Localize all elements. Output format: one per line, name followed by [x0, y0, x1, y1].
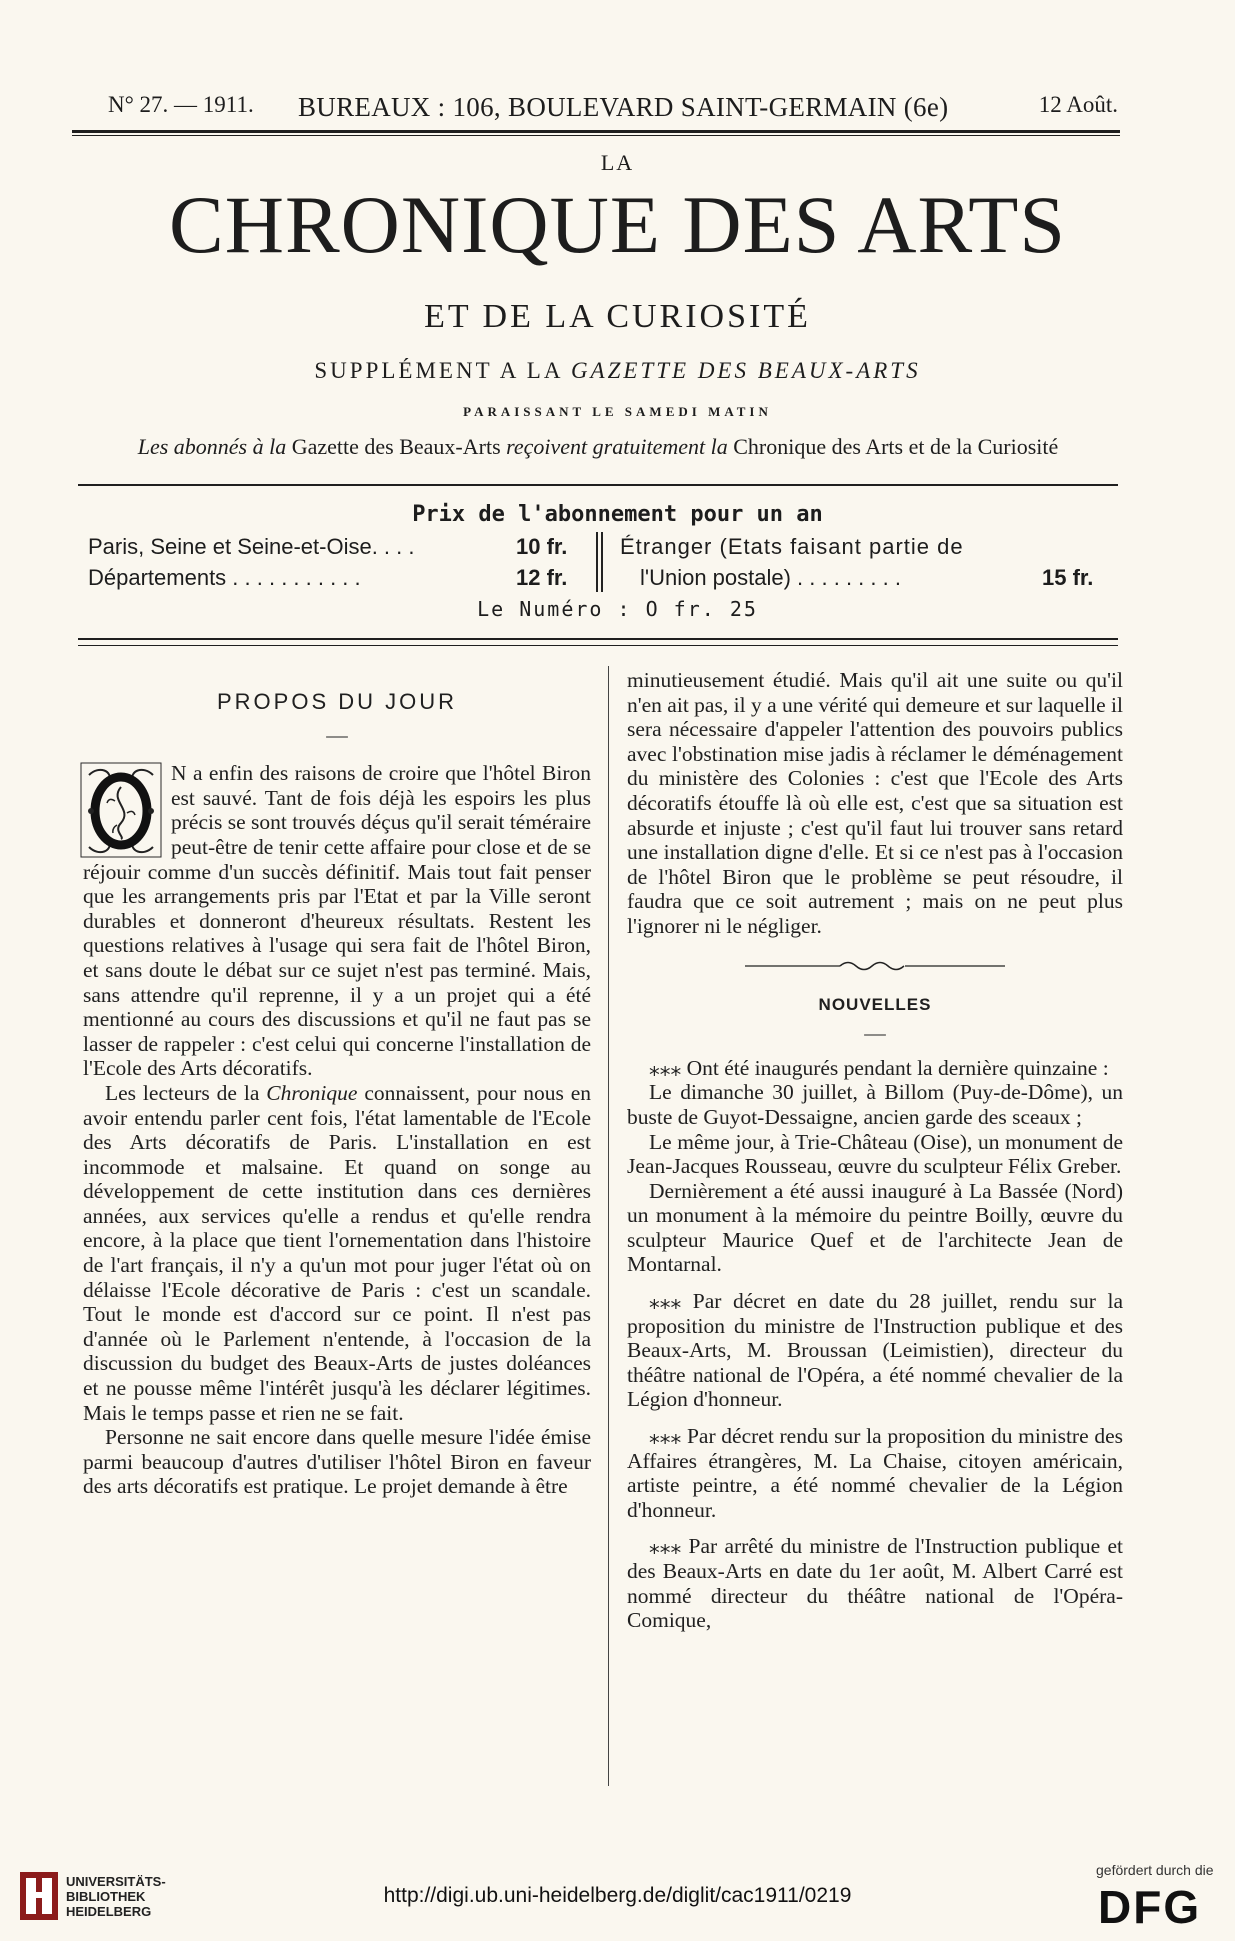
masthead-title: CHRONIQUE DES ARTS	[169, 179, 1066, 270]
subscription-rule	[78, 638, 1118, 640]
column-divider	[608, 666, 609, 1786]
news-item-2: ⁎⁎⁎ Par décret en date du 28 juillet, rendu sur la proposition du ministre de l'Instruction publique et des Beaux-Arts, M. Broussan (Leimistien), directeur du théâtre national de l'Opéra, a été nommé chevalier de la Légion d'honneur.	[627, 1289, 1123, 1412]
subscribers-note	[78, 434, 1118, 460]
issue-date: 12 Août.	[1038, 92, 1118, 117]
propos-heading: PROPOS DU JOUR	[216, 689, 458, 714]
bureaux-address: BUREAUX : 106, BOULEVARD SAINT-GERMAIN (6e)	[298, 92, 949, 122]
issue-number: N° 27. — 1911.	[108, 92, 254, 117]
ornament-divider-icon	[745, 959, 1005, 973]
subscription-title: Prix de l'abonnement pour un an	[412, 502, 823, 527]
right-column	[627, 668, 1123, 1633]
p2-rest: connaissent, pour nous en avoir entendu parler cent fois, l'état lamentable de l'Ecole des Arts décoratifs de Paris. L'installation en est incommode et malsaine. Et quand on songe au développement de cette institution dans ces dernières années, aux services qu'elle a rendus et qu'elle rendra encore, à la place que tient l'ornementation dans l'histoire de l'art français, il n'y a qu'un mot pour juger l'état où on délaisse l'Ecole décorative de Paris : c'est un scandale. Tout le monde est d'accord sur ce point. Il n'est pas d'année où le Parlement n'entende, à l'occasion de la discussion du budget des Beaux-Arts de justes doléances et ne pousse même l'intérêt jusqu'à les déclarer légitimes. Mais le temps passe et rien ne se fait.	[83, 1080, 591, 1425]
header-rule	[72, 130, 1120, 133]
news-item-3: ⁎⁎⁎ Par décret rendu sur la proposition du ministre des Affaires étrangères, M. La Chaise, citoyen américain, artiste peintre, a été nommé chevalier de la Légion d'honneur.	[627, 1424, 1123, 1522]
digital-copy-url[interactable]: http://digi.ub.uni-heidelberg.de/diglit/cac1911/0219	[383, 1884, 852, 1907]
news-item-4: ⁎⁎⁎ Par arrêté du ministre de l'Instruction publique et des Beaux-Arts en date du 1er août, M. Albert Carré est nommé directeur du théâtre national de l'Opéra-Comique,	[627, 1534, 1123, 1633]
ornamental-dropcap-o-icon	[79, 761, 163, 859]
foreign-rate-label: Étranger (Etats faisant partie de	[620, 534, 964, 559]
paris-rate-label: Paris, Seine et Seine-et-Oise. . . .	[88, 534, 415, 559]
masthead-subtitle: ET DE LA CURIOSITÉ	[424, 298, 811, 335]
propos-paragraph-2	[83, 1081, 591, 1425]
library-name-line-3: HEIDELBERG	[66, 1904, 152, 1919]
foreign-rate-price: 15 fr.	[1042, 565, 1094, 590]
p2-start: Les lecteurs de la	[105, 1080, 267, 1105]
news-item-1a: Le dimanche 30 juillet, à Billom (Puy-de-Dôme), un buste de Guyot-Dessaigne, ancien garde des sceaux ;	[627, 1080, 1123, 1129]
rate-separator	[596, 532, 598, 592]
publication-schedule: PARAISSANT LE SAMEDI MATIN	[463, 404, 772, 419]
masthead-rule	[78, 484, 1118, 486]
library-name-line-1: UNIVERSITÄTS-	[66, 1874, 166, 1889]
propos-paragraph-3: Personne ne sait encore dans quelle mesure l'idée émise parmi beaucoup d'autres d'utiliser l'hôtel Biron en faveur des arts décoratifs est pratique. Le projet demande à être	[83, 1425, 591, 1499]
header-rule-thin	[72, 135, 1120, 136]
p2-chronique: Chronique	[266, 1080, 358, 1105]
left-column	[83, 690, 591, 1499]
paris-rate-price: 10 fr.	[516, 534, 568, 559]
supplement-prefix: SUPPLÉMENT A LA	[314, 358, 571, 383]
abonnes-part-3: reçoivent gratuitement la	[506, 434, 734, 459]
supplement-gazette: GAZETTE DES BEAUX-ARTS	[570, 358, 921, 383]
abonnes-part-4: Chronique des Arts et de la Curiosité	[733, 434, 1059, 459]
departments-rate-price: 12 fr.	[516, 565, 568, 590]
funded-by-label: gefördert durch die	[1096, 1862, 1214, 1878]
propos-paragraph-1: N a enfin des raisons de croire que l'hôtel Biron est sauvé. Tant de fois déjà les espoirs les plus précis se sont trouvés déçus qu'il serait téméraire peut-être de tenir cette affaire pour close et de se réjouir comme d'un succès définitif. Mais tout fait penser que les arrangements pris par l'Etat et par la Ville seront durables et donneront d'heureux résultats. Restent les questions relatives à l'usage qui sera fait de l'hôtel Biron, et sans doute le débat sur ce sujet n'est pas terminé. Mais, sans attendre qu'il reprenne, il y a un projet qui a été mentionné au cours des discussions et qu'il ne faut pas se lasser de rappeler : c'est celui qui concerne l'installation de l'Ecole des Arts décoratifs.	[83, 761, 591, 1081]
nouvelles-heading: NOUVELLES	[818, 994, 932, 1014]
news-item-1: ⁎⁎⁎ Ont été inaugurés pendant la dernière quinzaine :	[649, 1055, 1109, 1080]
masthead-article: LA	[600, 150, 635, 175]
abonnes-part-2: Gazette des Beaux-Arts	[291, 434, 507, 459]
header-line	[108, 92, 1118, 126]
news-item-1b: Le même jour, à Trie-Château (Oise), un monument de Jean-Jacques Rousseau, œuvre du sculpteur Félix Greber.	[627, 1129, 1123, 1179]
abonnes-part-1: Les abonnés à la	[137, 434, 292, 459]
single-issue-price: Le Numéro : O fr. 25	[477, 597, 758, 621]
propos-dash: —	[326, 722, 348, 747]
departments-rate-label: Départements . . . . . . . . . . .	[88, 565, 361, 590]
dfg-logo: DFG	[1098, 1881, 1202, 1933]
library-name-line-2: BIBLIOTHEK	[66, 1889, 146, 1904]
rate-separator-2	[601, 532, 603, 592]
subscription-rule-thin	[78, 645, 1118, 646]
union-rate-label: l'Union postale) . . . . . . . . .	[640, 565, 901, 590]
propos-paragraph-4: minutieusement étudié. Mais qu'il ait une suite ou qu'il n'en ait pas, il y a une vérité qui demeure et sur laquelle il sera nécessaire d'appeler l'attention des pouvoirs publics avec l'obstination mise jadis à réclamer le déménagement du ministère des Colonies : c'est que l'Ecole des Arts décoratifs étouffe là où elle est, c'est que sa situation est absurde et injuste ; c'est qu'il faut lui trouver sans retard une installation digne d'elle. Et si ce n'est pas à l'occasion de l'hôtel Biron que le problème se peut résoudre, il faudra que ce soit autrement ; mais on ne peut plus l'ignorer ni le négliger.	[627, 668, 1123, 938]
nouvelles-dash: —	[864, 1021, 886, 1046]
supplement-line	[0, 358, 1235, 384]
news-item-1c: Dernièrement a été aussi inauguré à La Bassée (Nord) un monument à la mémoire du peintre Boilly, œuvre du sculpteur Maurice Quef et de l'architecte Jean de Montarnal.	[627, 1178, 1123, 1277]
